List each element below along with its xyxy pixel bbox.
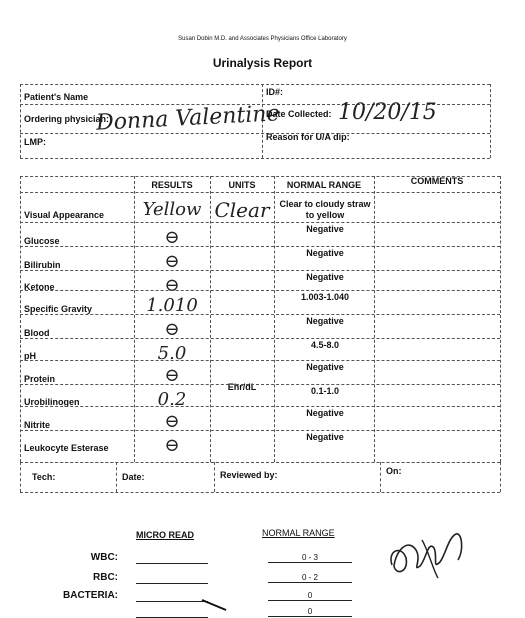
test-normal-range: Negative xyxy=(306,408,344,418)
row-divider xyxy=(20,222,500,223)
test-normal-range: Negative xyxy=(306,432,344,442)
row-divider xyxy=(20,430,500,431)
results-header: RESULTS xyxy=(151,180,193,190)
test-result: ⊖ xyxy=(164,275,180,296)
reviewed-by-label: Reviewed by: xyxy=(220,470,278,480)
test-units: Ehr/dL xyxy=(227,382,257,392)
test-result: ⊖ xyxy=(164,365,180,386)
test-name: Urobilinogen xyxy=(24,397,80,407)
test-name: Nitrite xyxy=(24,420,51,430)
units-header: UNITS xyxy=(228,180,256,190)
row-divider xyxy=(20,406,500,407)
test-name: pH xyxy=(24,351,36,361)
reviewer-signature xyxy=(382,520,472,590)
test-name: Visual Appearance xyxy=(24,210,105,220)
test-name: Bilirubin xyxy=(24,260,61,270)
comments-header: COMMENTS xyxy=(410,176,464,186)
row-divider xyxy=(20,360,500,361)
row-divider xyxy=(20,246,500,247)
test-result: Yellow xyxy=(142,199,202,220)
test-units: Clear xyxy=(214,198,270,222)
test-normal-range: 0.1-1.0 xyxy=(310,386,340,396)
normal-range-header: NORMAL RANGE xyxy=(286,180,362,190)
test-normal-range: Negative xyxy=(306,272,344,282)
test-result: ⊖ xyxy=(164,435,180,456)
row-divider xyxy=(20,314,500,315)
micro-entry-line xyxy=(136,601,208,602)
ordering-physician-label: Ordering physician: xyxy=(24,114,110,124)
date-label: Date: xyxy=(122,472,145,482)
tech-label: Tech: xyxy=(32,472,56,482)
ordering-physician-value: Donna Valentine xyxy=(95,101,281,136)
pen-mark xyxy=(200,598,230,612)
test-normal-range: 1.003-1.040 xyxy=(300,292,350,302)
micro-normal-value: 0 xyxy=(268,607,352,617)
row-divider xyxy=(20,290,500,291)
reason-label: Reason for U/A dip: xyxy=(266,132,350,142)
date-collected-value: 10/20/15 xyxy=(338,100,437,125)
micro-normal-value: 0 - 2 xyxy=(268,573,352,583)
test-name: Specific Gravity xyxy=(24,304,93,314)
micro-normal-value: 0 xyxy=(268,591,352,601)
micro-normal-value: 0 - 3 xyxy=(268,553,352,563)
lmp-label: LMP: xyxy=(24,137,46,147)
row-divider xyxy=(20,270,500,271)
date-collected-label: Date Collected: xyxy=(266,109,332,119)
micro-label: BACTERIA: xyxy=(63,590,118,601)
micro-entry-line xyxy=(136,583,208,584)
test-normal-range: Negative xyxy=(306,224,344,234)
test-normal-range: Negative xyxy=(306,362,344,372)
test-normal-range: Negative xyxy=(306,248,344,258)
id-label: ID#: xyxy=(266,87,284,97)
micro-label: RBC: xyxy=(93,572,118,583)
test-name: Glucose xyxy=(24,236,60,246)
test-result: 1.010 xyxy=(146,295,198,316)
micro-read-title: MICRO READ xyxy=(136,530,194,540)
test-name: Leukocyte Esterase xyxy=(24,443,109,453)
test-result: ⊖ xyxy=(164,227,180,248)
micro-entry-line xyxy=(136,563,208,564)
on-label: On: xyxy=(386,466,402,476)
micro-label: WBC: xyxy=(90,552,118,563)
test-name: Blood xyxy=(24,328,50,338)
test-name: Ketone xyxy=(24,282,55,292)
test-normal-range: Clear to cloudy straw to yellow xyxy=(279,199,371,220)
page-title: Urinalysis Report xyxy=(212,56,313,70)
patient-name-label: Patient's Name xyxy=(24,92,89,102)
micro-normal-range-title: NORMAL RANGE xyxy=(262,528,335,538)
test-result: ⊖ xyxy=(164,319,180,340)
test-normal-range: 4.5-8.0 xyxy=(310,340,340,350)
row-divider xyxy=(20,384,500,385)
test-name: Protein xyxy=(24,374,56,384)
lab-name: Susan Dobin M.D. and Associates Physicians Office Laboratory xyxy=(178,36,347,42)
test-result: 0.2 xyxy=(157,389,187,410)
test-result: ⊖ xyxy=(164,251,180,272)
row-divider xyxy=(20,338,500,339)
test-normal-range: Negative xyxy=(306,316,344,326)
test-result: 5.0 xyxy=(157,343,187,364)
test-result: ⊖ xyxy=(164,411,180,432)
